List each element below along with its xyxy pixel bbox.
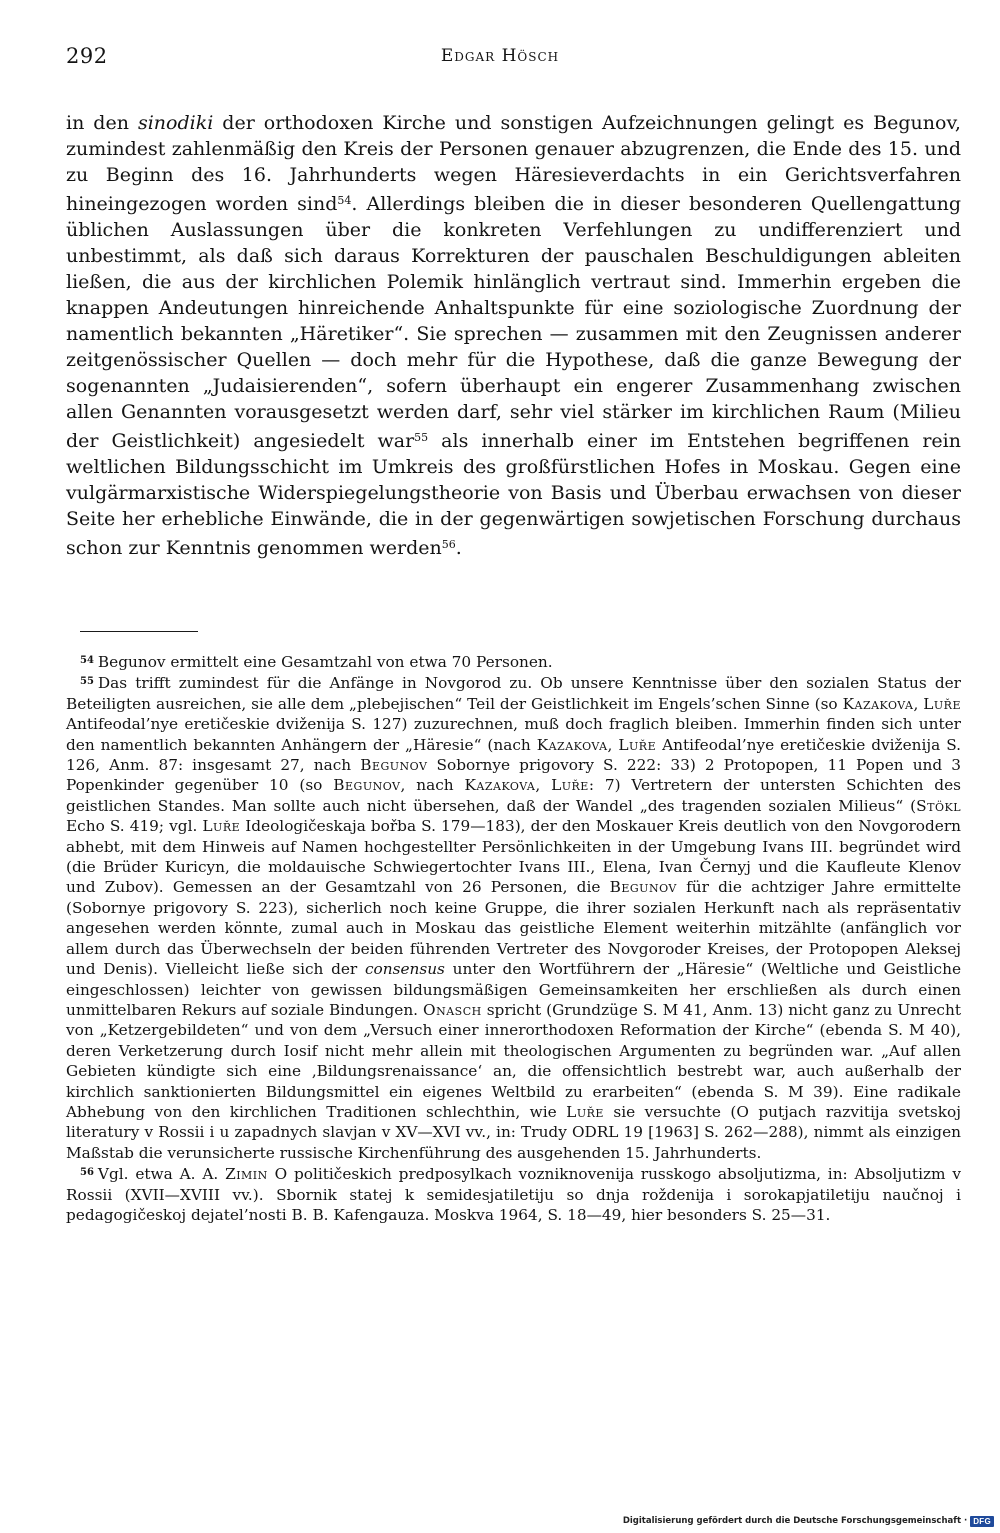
footnote-number: 56 [80,1167,94,1179]
text-run: , [607,735,619,754]
dfg-logo-icon: DFG [970,1516,994,1527]
author-name: Kazakova [464,776,536,795]
footnote-divider [80,631,198,632]
italic-term: consensus [364,960,445,979]
text-run: unter den Wortführern der „Häresie“ (Weltliche und Geistliche eingeschlossen) leichter von gewissen bildungsmäßigen Gemeinsamkeiten her erschließen als durch einen unmittelbaren Rekurs auf soziale Bindungen. [66,960,961,1019]
author-name: Begunov [360,756,428,775]
body-paragraph [66,110,961,561]
text-run: , [913,694,924,713]
credit-text: Digitalisierung gefördert durch die Deutsche Forschungsgemeinschaft · [622,1516,968,1526]
footnote-text: Begunov ermittelt eine Gesamtzahl von etwa 70 Personen. [97,653,553,671]
footnote-ref[interactable]: 54 [337,194,352,207]
author-name: Luře [551,776,589,795]
text-run: Vgl. etwa A. A. [97,1165,226,1184]
author-name: Stökl [916,796,961,815]
author-name: Onasch [423,1000,482,1019]
text-run: für die achtziger Jahre ermittelte (Sobornye prigovory S. 223), sicherlich noch keine Gruppe, die ihrer sozialen Herkunft nach als repräsentativ angesehen werden könnte, zumal auch in Moskau das geistliche Element weiterhin mitzählte (anfänglich vor allem durch das Überwechseln der beiden führenden Vertreter des Novgoroder Kreises, der Protopopen Aleksej und Denis). Vielleicht ließe sich der [66,878,962,979]
text-run: Antifeodal’nye eretičeskie dviženija S. 127) zuzurechnen, muß doch fraglich bleiben. Immerhin finden sich unter den namentlich bekannten Anhängern der „Häresie“ (nach [66,715,961,754]
text-run: der orthodoxen Kirche und sonstigen Aufzeichnungen gelingt es Begunov, zumindest zahlenmäßig den Kreis der Personen genauer abzugrenzen, die Ende des 15. und zu Beginn des 16. Jahrhunderts wegen Häresieverdachts in ein Gerichtsverfahren hineingezogen worden sind [66,112,961,215]
author-name: Luře [923,694,961,713]
text-run: Antifeodal’nye eretičeskie dviženija S. 126, Anm. 87: insgesamt 27, nach [66,735,961,775]
text-run: als innerhalb einer im Entstehen begriffenen rein weltlichen Bildungsschicht im Umkreis des großfürstlichen Hofes in Moskau. Gegen eine vulgärmarxistische Widerspiegelungstheorie von Basis und Überbau erwachsen von dieser Seite her erhebliche Einwände, die in der gegenwärtigen sowjetischen Forschung durchaus schon zur Kenntnis genommen werden [66,430,961,559]
author-name: Begunov [609,878,677,897]
text-run: . Allerdings bleiben die in dieser besonderen Quellengattung üblichen Auslassungen über die konkreten Verfehlungen zu undifferenziert und unbestimmt, als daß sich daraus Korrekturen der pauschalen Beschuldigungen ableiten ließen, die aus der kirchlichen Polemik hinlänglich vertraut sind. Immerhin ergeben die knappen Andeutungen hinreichende Anhaltspunkte für eine soziologische Zuordnung der namentlich bekannten „Häretiker“. Sie sprechen — zusammen mit den Zeugnissen anderer zeitgenössischer Quellen — doch mehr für die Hypothese, daß die ganze Bewegung der sogenannten „Judaisierenden“, sofern überhaupt ein engerer Zusammenhang zwischen allen Genannten vorausgesetzt werden darf, sehr viel stärker im kirchlichen Raum (Milieu der Geistlichkeit) angesiedelt war [66,193,961,452]
main-text [66,110,961,561]
text-run: Ideologičeskaja bořba S. 179—183), der den Moskauer Kreis deutlich von den Novgorodern abhebt, mit dem Hinweis auf Namen hochgestellter Persönlichkeiten in der Umgebung Ivans III. begründet wird (die Brüder Kuricyn, die moldauische Schwiegertochter Ivans III., Elena, Ivan Černyj und die Kaufleute Klenov und Zubov). Gemessen an der Gesamtzahl von 26 Personen, die [66,817,961,897]
author-name: Luře [202,817,241,836]
author-name: Luře [618,735,657,754]
author-name: Kazakova [536,735,608,754]
text-run: in den [66,112,138,134]
footnote-ref[interactable]: 55 [414,431,429,444]
text-run: Das trifft zumindest für die Anfänge in Novgorod zu. Ob unsere Kenntnisse über den sozialen Status der Beteiligten ausreichen, sie alle dem „plebejischen“ Teil der Geistlichkeit im Engels’schen Sinne (so [66,674,961,713]
page-header [66,44,934,74]
italic-term: sinodiki [137,112,214,134]
footnote-56 [66,1163,961,1225]
text-run: sie versuchte (O putjach razvitija svetskoj literatury v Rossii i u zapadnych slavjan v XV—XVI vv., in: Trudy ODRL 19 [1963] S. 262—288), nimmt als einzigen Maßstab die verunsicherte russische Kirchenführung des ausgehenden 15. Jahrhunderts. [66,1102,961,1162]
footnotes [66,651,961,1225]
author-name: Luře [566,1102,604,1121]
author-name: Begunov [333,776,401,795]
running-title: Edgar Hösch [440,46,560,66]
digitization-credit [623,1513,994,1529]
text-run: , [535,776,552,795]
text-run: , nach [400,776,465,795]
footnote-number: 54 [80,655,94,666]
page-number: 292 [66,44,108,68]
author-name: Zimin [225,1165,268,1184]
text-run: : 7) Vertretern der untersten Schichten des geistlichen Standes. Man sollte auch nicht übersehen, daß der Wandel „des tragenden sozialen Milieus“ ( [66,776,961,815]
footnote-54 [66,651,961,672]
text-run: Sobornye prigovory S. 222: 33) 2 Protopopen, 11 Popen und 3 Popenkinder gegenüber 10 (so [66,756,962,795]
footnote-ref[interactable]: 56 [441,538,456,551]
text-run: . [455,537,462,559]
text-run: spricht (Grundzüge S. M 41, Anm. 13) nicht ganz zu Unrecht von „Ketzergebildeten“ und von dem „Versuch einer innerorthodoxen Reformation der Kirche“ (ebenda S. M 40), deren Verketzerung durch Iosif nicht mehr allein mit theologischen Argumenten zu begründen war. „Auf allen Gebieten kündigte sich eine ‚Bildungsrenaissance‘ an, die offensichtlich bestrebt war, auch außerhalb der kirchlich sanktionierten Bildungsmittel ein eigenes Weltbild zu erarbeiten“ (ebenda S. M 39). Eine radikale Abhebung von den kirchlichen Traditionen schlechthin, wie [66,1000,961,1121]
footnote-55 [66,672,961,1163]
footnote-number: 55 [80,676,94,688]
text-run: Echo S. 419; vgl. [66,817,203,836]
text-run: O političeskich predposylkach vozniknovenija russkogo absoljutizma, in: Absoljutizm v Rossii (XVII—XVIII vv.). Sbornik statej k semidesjatiletiju so dnja roždenija i sorokapjatiletiju naučnoj i pedagogičeskoj dejatel’nosti B. B. Kafengauza. Moskva 1964, S. 18—49, hier besonders S. 25—31. [66,1165,961,1224]
author-name: Kazakova [842,694,914,713]
